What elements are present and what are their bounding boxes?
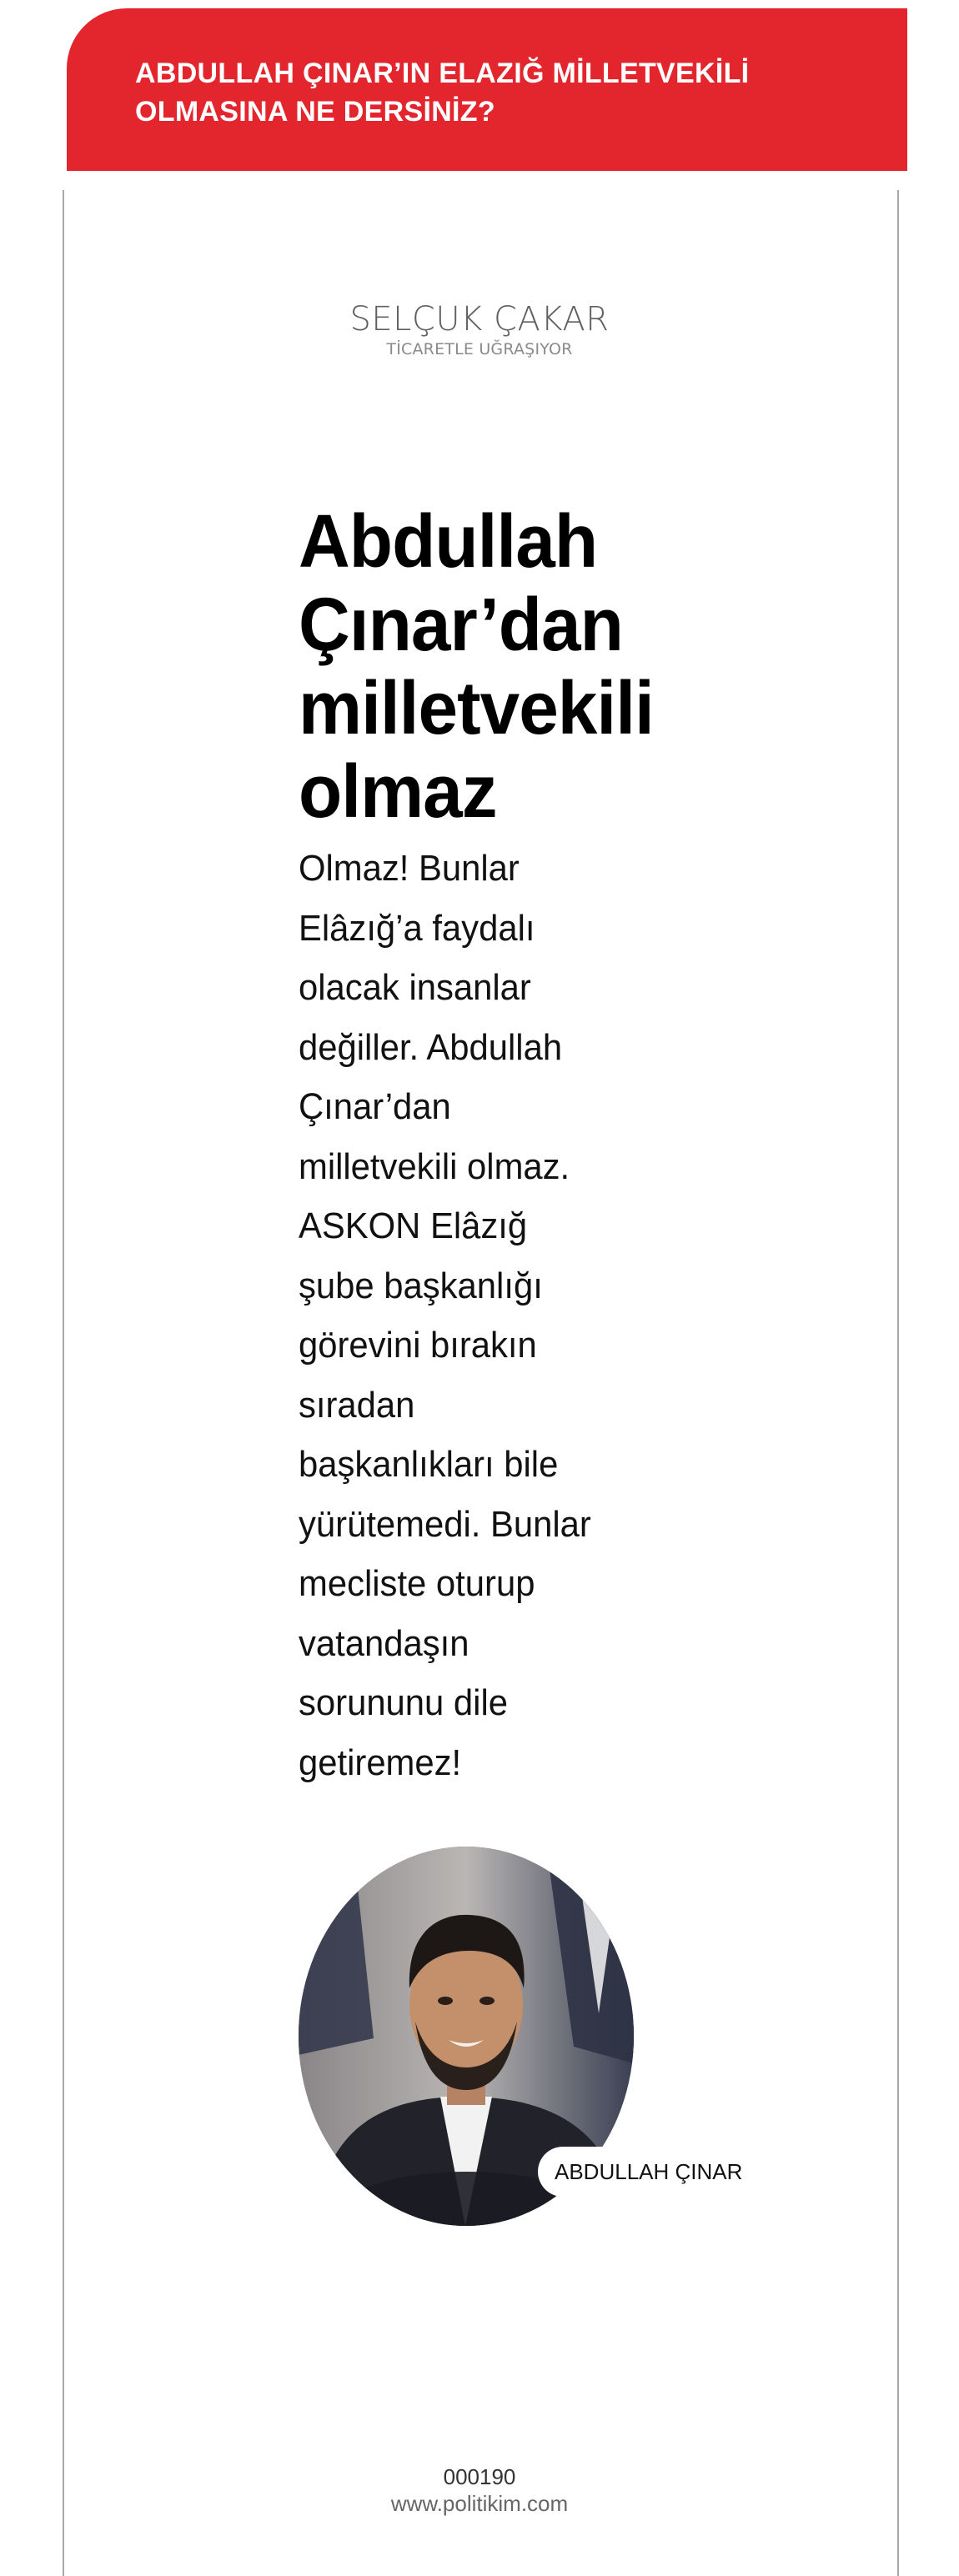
author-block	[0, 300, 959, 360]
author-role: TİCARETLE UĞRAŞIYOR	[386, 340, 573, 358]
article-body: Olmaz! Bunlar Elâzığ’a faydalı olacak insanlar değiller. Abdullah Çınar’dan milletvekili olmaz. ASKON Elâzığ şube başkanlığı görevini bırakın sıradan başkanlıkları bile yürütemedi. Bunlar mecliste oturup vatandaşın sorununu dile getiremez!	[299, 848, 591, 1783]
author-name: SELÇUK ÇAKAR	[349, 300, 610, 338]
article-headline: Abdullah Çınar’dan milletvekili olmaz	[299, 500, 654, 834]
photo-caption: ABDULLAH ÇINAR	[538, 2147, 759, 2197]
footer-url[interactable]: www.politikim.com	[390, 2491, 569, 2516]
header-title: ABDULLAH ÇINAR’IN ELAZIĞ MİLLETVEKİLİ OLMASINA NE DERSİNİZ?	[135, 58, 750, 128]
header-banner	[67, 8, 907, 171]
article	[299, 500, 732, 1792]
footer-code: 000190	[443, 2464, 516, 2489]
footer	[0, 2463, 959, 2517]
